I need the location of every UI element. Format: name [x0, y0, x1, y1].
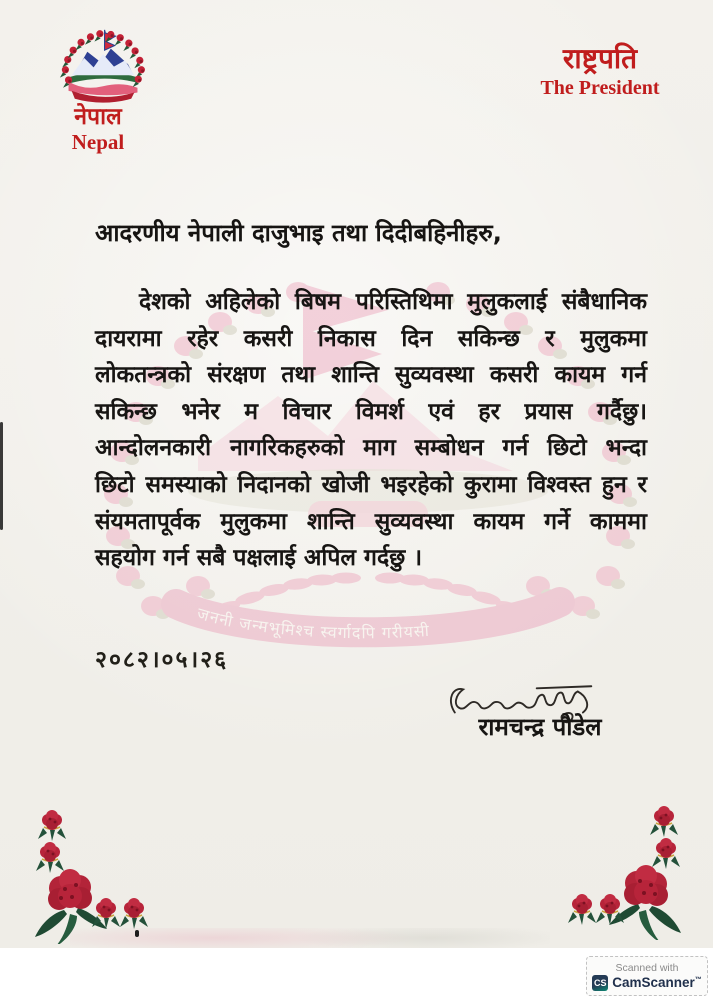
- signatory-name: रामचन्द्र पौडेल: [478, 713, 602, 741]
- body-line: सकिन्छ भनेर म विचार विमर्श एवं हर प्रयास गर्दैछु।: [95, 398, 647, 425]
- nepal-coat-of-arms-icon: [56, 28, 150, 110]
- office-title-nepali: राष्ट्रपति: [562, 42, 638, 75]
- date: २०८२।०५।२६: [95, 647, 229, 673]
- letter-body: [95, 284, 647, 577]
- body-line: आन्दोलनकारी नागरिकहरुको माग सम्बोधन गर्न छिटो भन्दा: [95, 435, 647, 462]
- body-line: छिटो समस्याको निदानको खोजी भइरहेको कुरामा विश्वस्त हुन र: [95, 471, 647, 498]
- scanned-with-label: Scanned with: [615, 961, 679, 974]
- rhododendron-cluster-left-icon: [26, 806, 154, 944]
- scan-edge-artifact: [0, 422, 3, 530]
- cs-app-icon: CS: [592, 975, 608, 991]
- camscanner-label: [612, 975, 702, 990]
- camscanner-name: CamScanner: [612, 975, 695, 990]
- body-line: लोकतन्त्रको संरक्षण तथा शान्ति सुव्यवस्था कसरी कायम गर्न: [95, 362, 647, 389]
- scan-smudge: [70, 928, 550, 948]
- trademark-mark: ™: [694, 976, 702, 984]
- camscanner-row: [592, 975, 702, 991]
- camscanner-badge: [586, 956, 708, 996]
- body-line: सहयोग गर्न सबै पक्षलाई अपिल गर्दछु ।: [95, 545, 423, 572]
- watermark-motto: जननी जन्मभूमिश्च स्वर्गादपि गरीयसी: [194, 603, 431, 643]
- ink-dot-artifact: [135, 930, 139, 937]
- emblem-label-english: Nepal: [71, 130, 125, 154]
- office-title-english: The President: [540, 77, 660, 99]
- rhododendron-cluster-right-icon: [562, 802, 690, 940]
- scan-footer-strip: [0, 948, 713, 1000]
- body-line: देशको अहिलेको बिषम परिस्तिथिमा मुलुकलाई संबैधानिक: [139, 289, 647, 315]
- emblem-label-nepali: नेपाल: [74, 104, 122, 130]
- body-line: संयमतापूर्वक मुलुकमा शान्ति सुव्यवस्था कायम गर्ने काममा: [95, 508, 647, 535]
- salutation: आदरणीय नेपाली दाजुभाइ तथा दिदीबहिनीहरु,: [95, 219, 502, 247]
- body-line: दायरामा रहेर कसरी निकास दिन सकिन्छ र मुलुकमा: [95, 325, 647, 352]
- office-title-block: [515, 42, 685, 100]
